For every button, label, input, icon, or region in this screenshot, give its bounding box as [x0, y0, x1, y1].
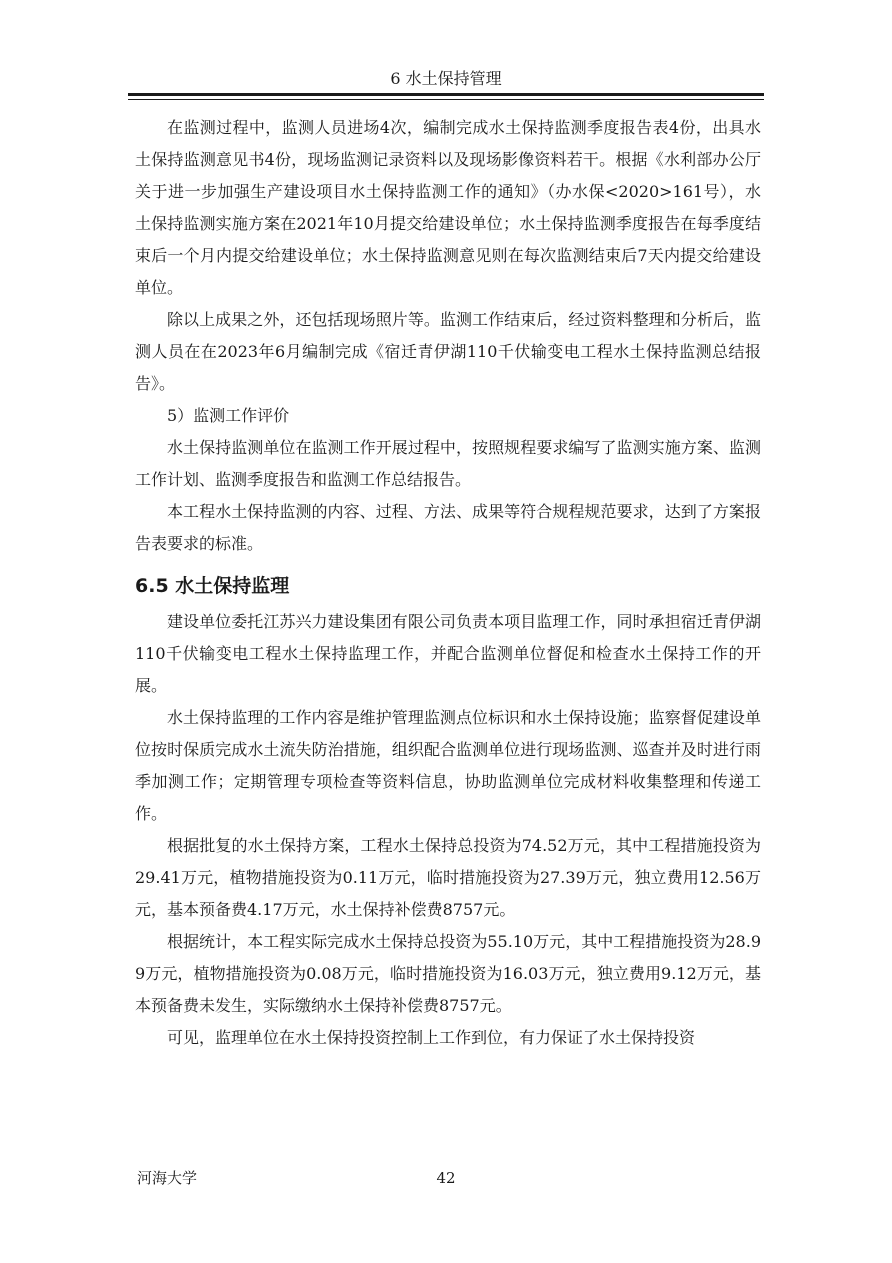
paragraph-supervision-4: 根据统计，本工程实际完成水土保持总投资为55.10万元，其中工程措施投资为28.99万元，植物措施投资为0.08万元，临时措施投资为16.03万元，独立费用9.12万元，基本预备费未发生，实际缴纳水土保持补偿费8757元。: [135, 932, 761, 1015]
section-heading: 6.5 水土保持监理: [135, 575, 290, 597]
paragraph-supervision-5: 可见，监理单位在水土保持投资控制上工作到位，有力保证了水土保持投资: [167, 1028, 696, 1047]
header-rule-thick: [128, 93, 764, 96]
paragraph-supervision-3: 根据批复的水土保持方案，工程水土保持总投资为74.52万元，其中工程措施投资为29.41万元，植物措施投资为0.11万元，临时措施投资为27.39万元，独立费用12.56万元，基本预备费4.17万元，水土保持补偿费8757元。: [135, 836, 761, 919]
header-rule-thin: [128, 99, 764, 100]
paragraph-monitoring-results: 除以上成果之外，还包括现场照片等。监测工作结束后，经过资料整理和分析后，监测人员在在2023年6月编制完成《宿迁青伊湖110千伏输变电工程水土保持监测总结报告》。: [135, 310, 761, 393]
paragraph-evaluation-1: 水土保持监测单位在监测工作开展过程中，按照规程要求编写了监测实施方案、监测工作计划、监测季度报告和监测工作总结报告。: [135, 438, 761, 489]
footer-institution: 河海大学: [137, 1169, 198, 1187]
paragraph-supervision-2: 水土保持监理的工作内容是维护管理监测点位标识和水土保持设施；监察督促建设单位按时保质完成水土流失防治措施，组织配合监测单位进行现场监测、巡查并及时进行雨季加测工作；定期管理专项检查等资料信息，协助监测单位完成材料收集整理和传递工作。: [135, 708, 761, 823]
running-header: 6 水土保持管理: [390, 69, 502, 88]
page-number: 42: [436, 1169, 456, 1187]
paragraph-monitoring-process: 在监测过程中，监测人员进场4次，编制完成水土保持监测季度报告表4份，出具水土保持监测意见书4份，现场监测记录资料以及现场影像资料若干。根据《水利部办公厅关于进一步加强生产建设项目水土保持监测工作的通知》（办水保<2020>161号），水土保持监测实施方案在2021年10月提交给建设单位；水土保持监测季度报告在每季度结束后一个月内提交给建设单位；水土保持监测意见则在每次监测结束后7天内提交给建设单位。: [135, 118, 761, 297]
paragraph-supervision-1: 建设单位委托江苏兴力建设集团有限公司负责本项目监理工作，同时承担宿迁青伊湖110千伏输变电工程水土保持监理工作，并配合监测单位督促和检查水土保持工作的开展。: [135, 612, 761, 695]
item-heading-evaluation: 5）监测工作评价: [167, 406, 290, 425]
document-body: [135, 112, 761, 1054]
paragraph-evaluation-2: 本工程水土保持监测的内容、过程、方法、成果等符合规程规范要求，达到了方案报告表要求的标准。: [135, 502, 761, 553]
